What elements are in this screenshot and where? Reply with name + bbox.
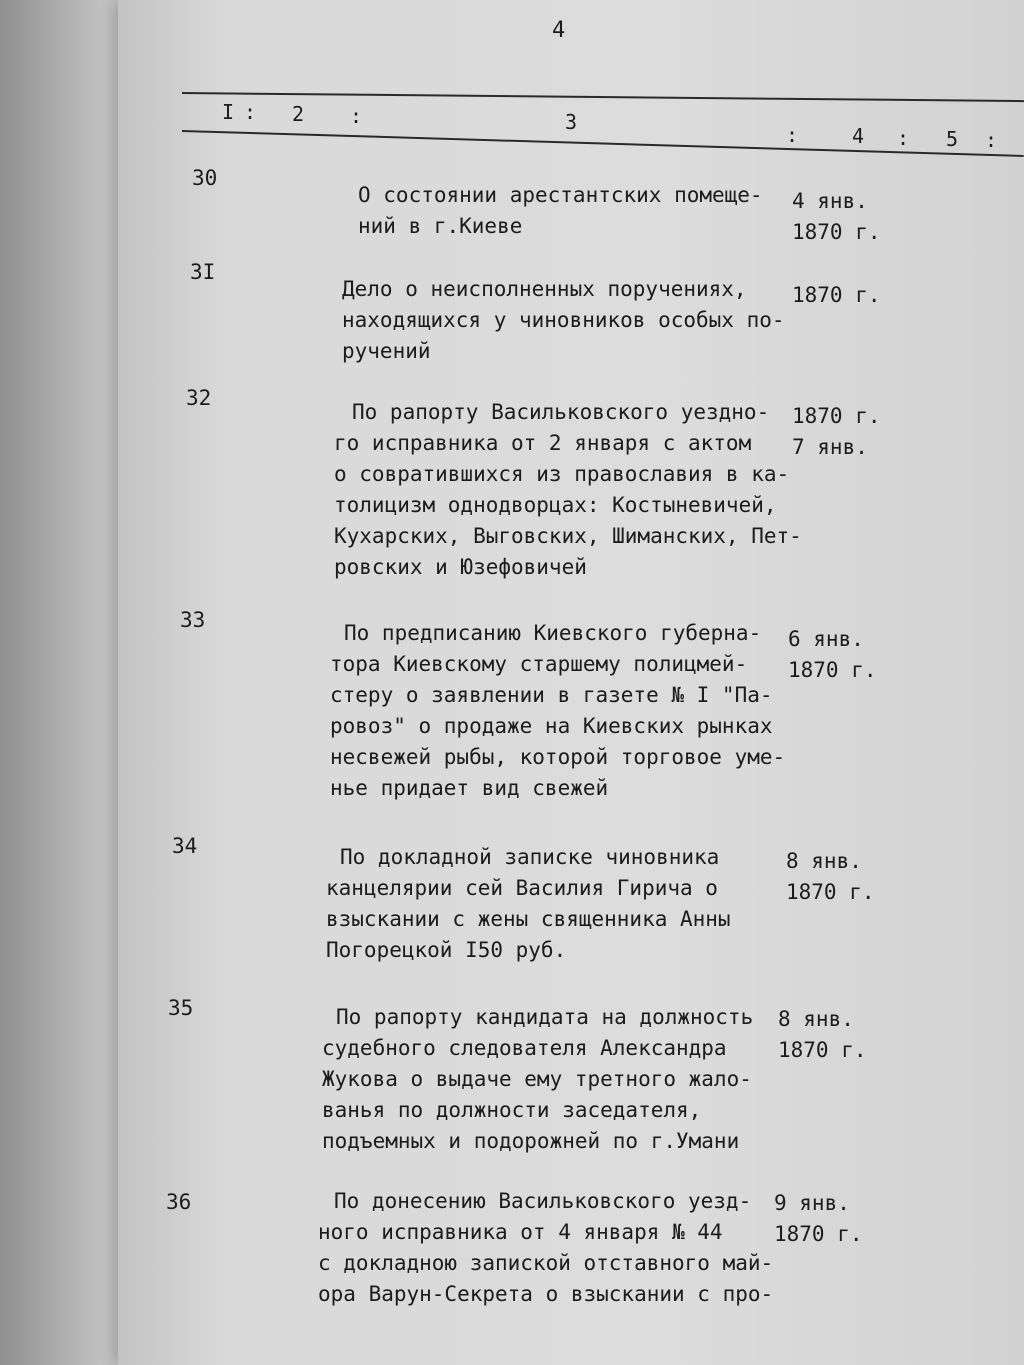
entry-number: 35 (168, 996, 194, 1020)
entry-number: 32 (186, 386, 212, 410)
column-separator: : (985, 128, 998, 152)
page-number: 4 (552, 18, 566, 43)
column-separator: : (350, 104, 363, 128)
column-5-number: 5 (946, 127, 959, 151)
entry-number: 3I (190, 260, 216, 284)
column-4-number: 4 (852, 124, 865, 148)
entry-number: 33 (180, 608, 206, 632)
entry-description: По донесению Васильковского уезд- ного исправника от 4 января № 44 с докладною запиской отставного май- ора Варун-Секрета о взыскании с про- (318, 1189, 774, 1306)
entry-number: 36 (166, 1190, 192, 1214)
entry-number: 34 (172, 834, 198, 858)
entry-description: По предписанию Киевского губерна- тора Киевскому старшему полицмей- стеру о заявлении в газете № I "Па- ровоз" о продаже на Киевских рынках несвежей рыбы, которой торговое уме- нье придает вид свежей (330, 621, 786, 800)
entry-number: 30 (192, 166, 218, 190)
entry-date: 6 янв. 1870 г. (788, 627, 877, 682)
entry-description: По рапорту кандидата на должность судебного следователя Александра Жукова о выдаче ему третного жало- ванья по должности заседателя, подъемных и подорожней по г.Умани (322, 1005, 754, 1153)
column-2-number: 2 (292, 102, 305, 126)
column-1-number: I (222, 100, 235, 124)
entry-description: По докладной записке чиновника канцелярии сей Василия Гирича о взыскании с жены священника Анны Погорецкой I50 руб. (326, 845, 731, 962)
column-3-number: 3 (565, 110, 578, 134)
entry-description: О состоянии арестантских помеще- ний в г.Киеве (358, 183, 763, 238)
entry-date: 9 янв. 1870 г. (774, 1191, 863, 1246)
column-separator: : (244, 100, 257, 124)
column-separator: : (897, 126, 910, 150)
column-separator: : (786, 123, 799, 147)
entry-date: 4 янв. 1870 г. (792, 189, 881, 244)
entry-date: 8 янв. 1870 г. (778, 1007, 867, 1062)
entry-description: Дело о неисполненных поручениях, находящихся у чиновников особых по- ручений (342, 277, 785, 363)
entry-date: 8 янв. 1870 г. (786, 849, 875, 904)
entry-date: 1870 г. (792, 283, 881, 307)
previous-page-edge (0, 0, 135, 1365)
entry-description: По рапорту Васильковского уездно- го исправника от 2 января с актом о совратившихся из православия в ка- толицизм однодворцах: Костыневичей, Кухарских, Выговских, Шиманских, Пет- ровских и Юзефовичей (334, 400, 802, 579)
entry-date: 1870 г. 7 янв. (792, 404, 881, 459)
